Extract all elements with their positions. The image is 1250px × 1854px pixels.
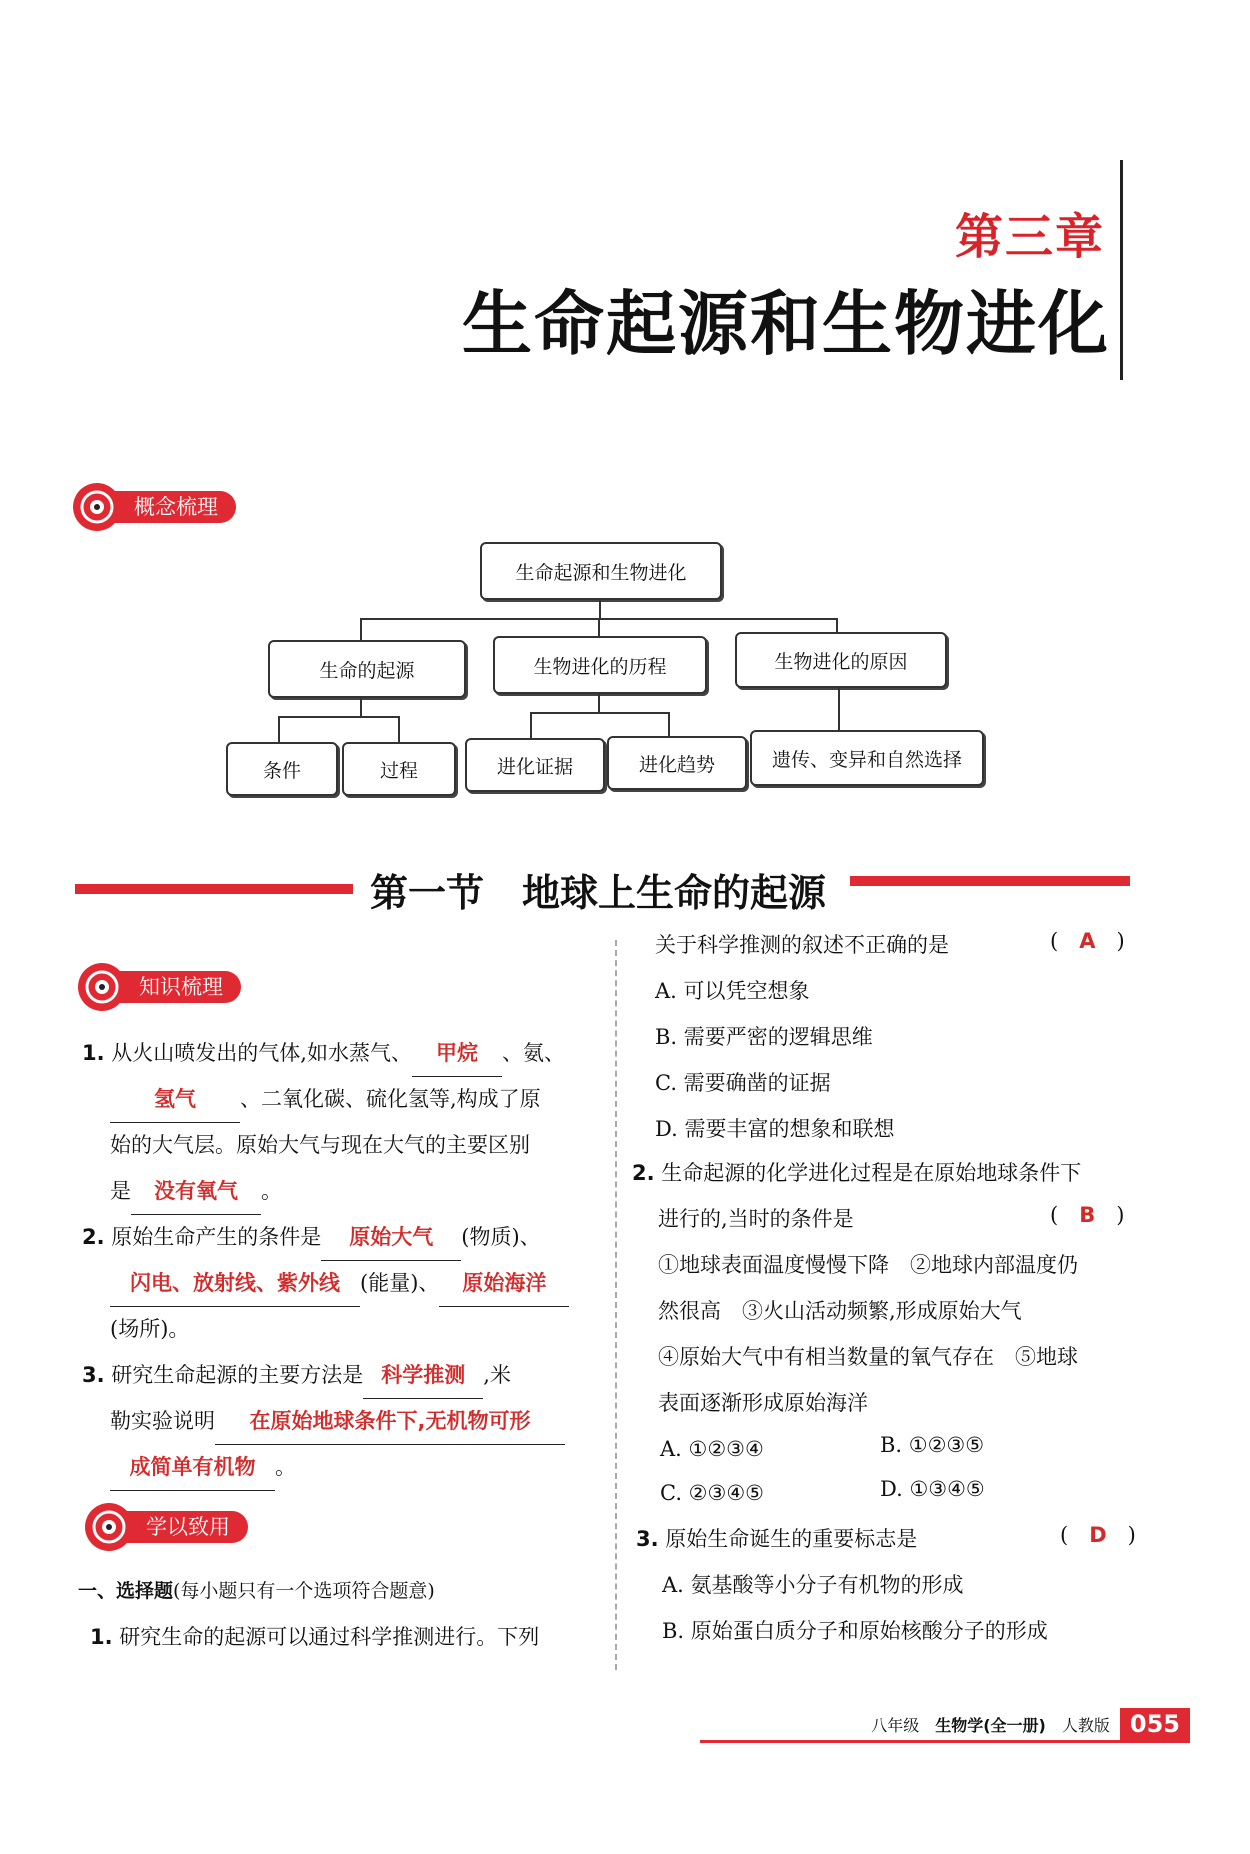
footer-grade: 八年级	[871, 1715, 920, 1735]
mc-q1-answer-bracket: ( A )	[1050, 929, 1125, 953]
tree-connector	[838, 686, 840, 732]
mc-q3-answer: D	[1089, 1523, 1107, 1547]
mc-q1-option: B. 需要严密的逻辑思维	[655, 1025, 873, 1049]
tree-node-process: 过程	[342, 742, 456, 796]
tree-root: 生命起源和生物进化	[480, 542, 722, 600]
mc-q1-stem1: 1. 研究生命的起源可以通过科学推测进行。下列	[90, 1625, 540, 1649]
mc-q2-stem2: 进行的,当时的条件是	[658, 1207, 854, 1231]
mc-q1-option: A. 可以凭空想象	[655, 979, 810, 1003]
tree-node-origin: 生命的起源	[268, 640, 466, 698]
answer-blank: 闪电、放射线、紫外线	[110, 1260, 360, 1307]
tree-connector	[278, 716, 400, 718]
mc-q2-option: B. ①②③⑤	[880, 1433, 985, 1457]
footer-edition: 人教版	[1061, 1715, 1110, 1735]
tree-connector	[668, 712, 670, 736]
mc-q2-option: A. ①②③④	[660, 1437, 764, 1461]
page-number: 055	[1120, 1708, 1190, 1740]
mc-q3-option: A. 氨基酸等小分子有机物的形成	[662, 1573, 964, 1597]
knowledge-q3-line3: 成简单有机物 。	[110, 1444, 296, 1491]
tree-connector	[278, 716, 280, 742]
tree-connector	[530, 712, 532, 738]
tree-node-history: 生物进化的历程	[493, 636, 707, 694]
knowledge-q2-line1: 2. 原始生命产生的条件是 原始大气 (物质)、	[82, 1214, 541, 1261]
knowledge-badge	[75, 968, 241, 1006]
mc-q2-line: ①地球表面温度慢慢下降 ②地球内部温度仍	[658, 1253, 1078, 1277]
tree-connector	[599, 598, 601, 620]
answer-blank: 原始大气	[321, 1214, 461, 1261]
answer-blank: 科学推测	[363, 1352, 483, 1399]
column-divider	[615, 940, 617, 1670]
apply-badge-label: 学以致用	[122, 1511, 248, 1543]
answer-blank: 原始海洋	[439, 1260, 569, 1307]
tree-connector	[398, 716, 400, 742]
swirl-icon	[82, 1500, 136, 1554]
knowledge-q1-line1: 1. 从火山喷发出的气体,如水蒸气、 甲烷 、氨、	[82, 1030, 565, 1077]
knowledge-q3-line1: 3. 研究生命起源的主要方法是 科学推测 ,米	[82, 1352, 511, 1399]
tree-node-cause: 生物进化的原因	[735, 632, 947, 688]
knowledge-q1-line4: 是 没有氧气 。	[110, 1168, 282, 1215]
tree-node-condition: 条件	[226, 742, 338, 796]
answer-blank: 氢气	[110, 1076, 240, 1123]
knowledge-q1-line3: 始的大气层。原始大气与现在大气的主要区别	[110, 1133, 530, 1157]
mc-q1-stem2: 关于科学推测的叙述不正确的是	[655, 933, 949, 957]
concept-badge-label: 概念梳理	[110, 491, 236, 523]
swirl-icon	[70, 480, 124, 534]
mc-q2-option: D. ①③④⑤	[880, 1477, 985, 1501]
mc-q2-line: 然很高 ③火山活动频繁,形成原始大气	[658, 1299, 1022, 1323]
tree-connector	[360, 696, 362, 718]
chapter-number: 第三章	[954, 209, 1105, 265]
concept-badge	[70, 488, 236, 526]
apply-badge	[82, 1508, 248, 1546]
mc-heading: 一、选择题(每小题只有一个选项符合题意)	[78, 1580, 435, 1602]
mc-q1-option: C. 需要确凿的证据	[655, 1071, 831, 1095]
tree-node-selection: 遗传、变异和自然选择	[750, 730, 984, 786]
answer-blank: 没有氧气	[131, 1168, 261, 1215]
tree-connector	[360, 618, 362, 642]
mc-q2-answer-bracket: ( B )	[1050, 1203, 1125, 1227]
mc-q3-option: B. 原始蛋白质分子和原始核酸分子的形成	[662, 1619, 1048, 1643]
mc-q2-line: ④原始大气中有相当数量的氧气存在 ⑤地球	[658, 1345, 1078, 1369]
tree-node-evidence: 进化证据	[465, 738, 605, 792]
mc-q1-answer: A	[1079, 929, 1096, 953]
knowledge-q1-line2: 氢气 、二氧化碳、硫化氢等,构成了原	[110, 1076, 541, 1123]
knowledge-q2-line2: 闪电、放射线、紫外线 (能量)、 原始海洋	[110, 1260, 569, 1307]
mc-q3-stem: 3. 原始生命诞生的重要标志是	[636, 1527, 918, 1551]
knowledge-q2-line3: (场所)。	[110, 1317, 190, 1341]
chapter-rule	[1120, 160, 1123, 380]
section-bar-left	[75, 884, 353, 894]
tree-node-trend: 进化趋势	[607, 736, 747, 790]
footer-rule	[700, 1740, 1190, 1743]
answer-blank: 在原始地球条件下,无机物可形	[215, 1398, 565, 1445]
page-footer	[871, 1708, 1190, 1740]
knowledge-q3-line2: 勒实验说明 在原始地球条件下,无机物可形	[110, 1398, 565, 1445]
section-title: 第一节 地球上生命的起源	[370, 871, 827, 915]
tree-connector	[530, 712, 670, 714]
mc-q2-line: 表面逐渐形成原始海洋	[658, 1391, 868, 1415]
mc-q2-stem1: 2. 生命起源的化学进化过程是在原始地球条件下	[632, 1161, 1082, 1185]
answer-blank: 成简单有机物	[110, 1444, 275, 1491]
answer-blank: 甲烷	[412, 1030, 502, 1077]
section-bar-right	[850, 876, 1130, 886]
knowledge-badge-label: 知识梳理	[115, 971, 241, 1003]
swirl-icon	[75, 960, 129, 1014]
footer-subject: 生物学(全一册)	[935, 1715, 1046, 1735]
mc-q2-answer: B	[1079, 1203, 1096, 1227]
mc-q3-answer-bracket: ( D )	[1060, 1523, 1136, 1547]
chapter-title: 生命起源和生物进化	[462, 283, 1110, 365]
tree-connector	[598, 692, 600, 714]
mc-q2-option: C. ②③④⑤	[660, 1481, 764, 1505]
mc-q1-option: D. 需要丰富的想象和联想	[655, 1117, 895, 1141]
